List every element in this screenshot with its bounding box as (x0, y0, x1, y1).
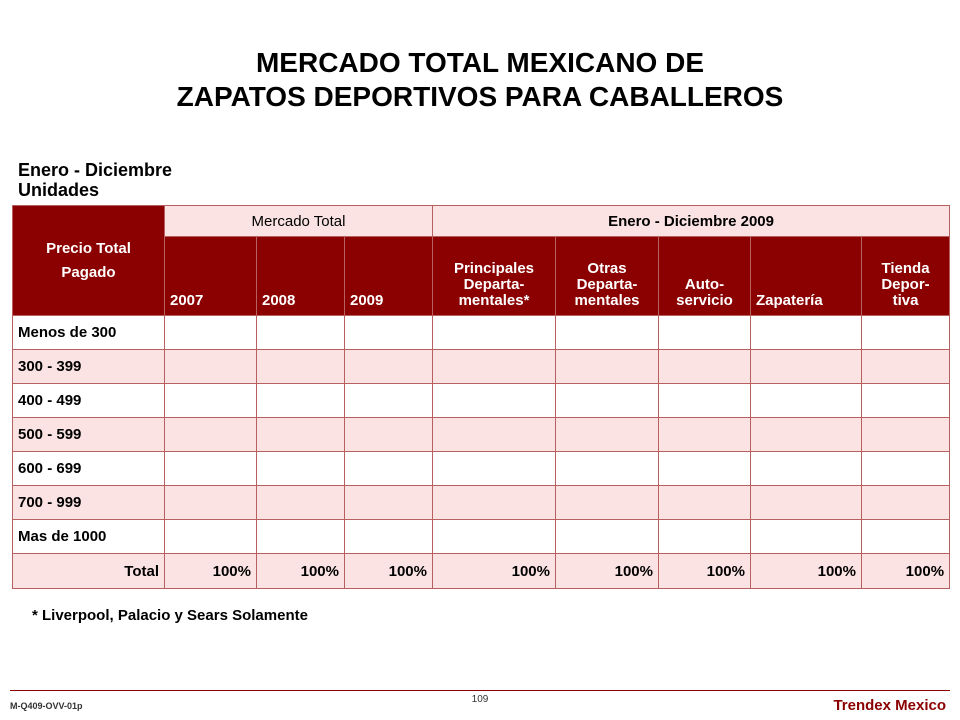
row-label: Mas de 1000 (13, 520, 165, 554)
row-label: 300 - 399 (13, 350, 165, 384)
row-label: 700 - 999 (13, 486, 165, 520)
header-mercado-total: Mercado Total (165, 206, 433, 237)
row-label: 600 - 699 (13, 452, 165, 486)
total-value: 100% (257, 554, 345, 589)
footer-divider (10, 690, 950, 691)
page-title (0, 46, 960, 114)
table-row (13, 520, 950, 554)
header-otras-departamentales: Otras Departa- mentales (556, 237, 659, 316)
total-value: 100% (556, 554, 659, 589)
header-zapateria: Zapatería (751, 237, 862, 316)
header-2008: 2008 (257, 237, 345, 316)
row-label: Menos de 300 (13, 316, 165, 350)
table-row (13, 350, 950, 384)
page-number: 109 (471, 694, 489, 705)
brand-name: Trendex Mexico (833, 697, 946, 714)
header-2007: 2007 (165, 237, 257, 316)
market-table (12, 205, 950, 589)
header-precio-total: Precio Total Pagado (13, 206, 165, 316)
table-row (13, 452, 950, 486)
subtitle-units: Unidades (18, 180, 100, 200)
total-value: 100% (659, 554, 751, 589)
subtitle (18, 160, 172, 200)
header-autoservicio: Auto- servicio (659, 237, 751, 316)
total-value: 100% (433, 554, 556, 589)
total-value: 100% (165, 554, 257, 589)
total-label: Total (13, 554, 165, 589)
total-row (13, 554, 950, 589)
title-line-1: MERCADO TOTAL MEXICANO DE (255, 47, 704, 78)
table-row (13, 486, 950, 520)
header-principales-departamentales: Principales Departa- mentales* (433, 237, 556, 316)
row-label: 400 - 499 (13, 384, 165, 418)
header-tienda-deportiva: Tienda Depor- tiva (862, 237, 950, 316)
total-value: 100% (345, 554, 433, 589)
footnote: * Liverpool, Palacio y Sears Solamente (32, 607, 308, 624)
table-row (13, 384, 950, 418)
total-value: 100% (751, 554, 862, 589)
title-line-2: ZAPATOS DEPORTIVOS PARA CABALLEROS (176, 81, 784, 112)
header-enero-diciembre-2009: Enero - Diciembre 2009 (433, 206, 950, 237)
header-2009: 2009 (345, 237, 433, 316)
document-code: M-Q409-OVV-01p (10, 701, 83, 711)
total-value: 100% (862, 554, 950, 589)
row-label: 500 - 599 (13, 418, 165, 452)
subtitle-period: Enero - Diciembre (18, 160, 173, 180)
table-row (13, 316, 950, 350)
table-row (13, 418, 950, 452)
